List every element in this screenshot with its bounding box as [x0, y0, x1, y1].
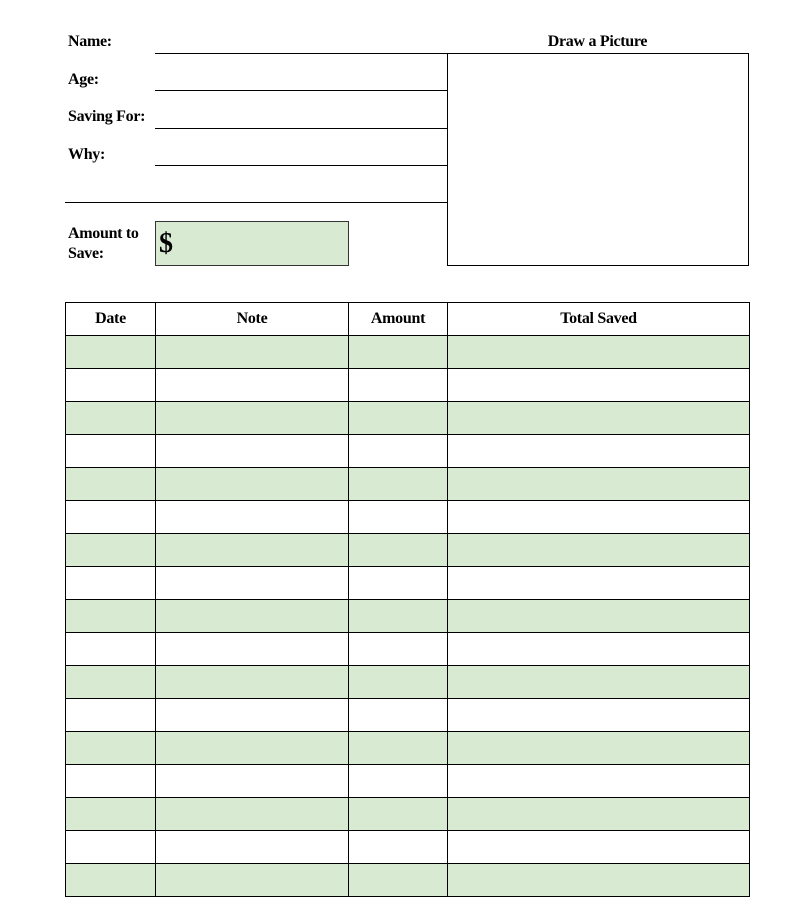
note-cell[interactable] — [156, 435, 349, 468]
total-saved-cell[interactable] — [448, 534, 750, 567]
age-line[interactable] — [155, 90, 447, 91]
amount-to-save-field[interactable] — [155, 221, 349, 266]
date-cell[interactable] — [66, 336, 156, 369]
date-cell[interactable] — [66, 732, 156, 765]
date-cell[interactable] — [66, 765, 156, 798]
ledger-row — [66, 534, 750, 567]
total-saved-cell[interactable] — [448, 336, 750, 369]
note-cell[interactable] — [156, 369, 349, 402]
ledger-row — [66, 666, 750, 699]
ledger-row — [66, 501, 750, 534]
total-saved-cell[interactable] — [448, 501, 750, 534]
total-saved-cell[interactable] — [448, 435, 750, 468]
ledger-header-row — [66, 303, 750, 336]
amount-cell[interactable] — [349, 633, 448, 666]
total-saved-cell[interactable] — [448, 567, 750, 600]
amount-label-line2: Save: — [68, 245, 104, 262]
note-cell[interactable] — [156, 600, 349, 633]
total-saved-cell[interactable] — [448, 798, 750, 831]
note-cell[interactable] — [156, 666, 349, 699]
ledger-row — [66, 831, 750, 864]
amount-label-line1: Amount to — [68, 225, 139, 242]
note-cell[interactable] — [156, 501, 349, 534]
total-saved-cell[interactable] — [448, 666, 750, 699]
ledger-row — [66, 468, 750, 501]
note-cell[interactable] — [156, 765, 349, 798]
note-cell[interactable] — [156, 633, 349, 666]
note-cell[interactable] — [156, 864, 349, 897]
ledger-row — [66, 633, 750, 666]
why-line-2[interactable] — [65, 202, 447, 203]
date-cell[interactable] — [66, 369, 156, 402]
total-saved-cell[interactable] — [448, 732, 750, 765]
amount-cell[interactable] — [349, 798, 448, 831]
date-cell[interactable] — [66, 699, 156, 732]
ledger-row — [66, 600, 750, 633]
total-saved-cell[interactable] — [448, 633, 750, 666]
note-cell[interactable] — [156, 336, 349, 369]
saving-for-label: Saving For: — [68, 108, 146, 125]
column-header-amount: Amount — [349, 303, 448, 336]
amount-cell[interactable] — [349, 831, 448, 864]
ledger-row — [66, 336, 750, 369]
amount-cell[interactable] — [349, 501, 448, 534]
draw-picture-title: Draw a Picture — [547, 33, 648, 50]
date-cell[interactable] — [66, 435, 156, 468]
total-saved-cell[interactable] — [448, 600, 750, 633]
total-saved-cell[interactable] — [448, 369, 750, 402]
column-header-total-saved: Total Saved — [448, 303, 750, 336]
date-cell[interactable] — [66, 633, 156, 666]
note-cell[interactable] — [156, 699, 349, 732]
name-label: Name: — [68, 33, 112, 50]
note-cell[interactable] — [156, 468, 349, 501]
ledger-row — [66, 435, 750, 468]
date-cell[interactable] — [66, 600, 156, 633]
ledger-body — [66, 336, 750, 897]
column-header-note: Note — [156, 303, 349, 336]
amount-cell[interactable] — [349, 534, 448, 567]
note-cell[interactable] — [156, 732, 349, 765]
note-cell[interactable] — [156, 831, 349, 864]
amount-to-save-label — [68, 224, 139, 264]
column-header-date: Date — [66, 303, 156, 336]
note-cell[interactable] — [156, 567, 349, 600]
amount-cell[interactable] — [349, 600, 448, 633]
why-label: Why: — [68, 146, 106, 163]
amount-cell[interactable] — [349, 435, 448, 468]
ledger-row — [66, 732, 750, 765]
total-saved-cell[interactable] — [448, 402, 750, 435]
date-cell[interactable] — [66, 798, 156, 831]
amount-cell[interactable] — [349, 567, 448, 600]
date-cell[interactable] — [66, 501, 156, 534]
amount-cell[interactable] — [349, 468, 448, 501]
amount-cell[interactable] — [349, 402, 448, 435]
dollar-sign: $ — [159, 227, 173, 259]
total-saved-cell[interactable] — [448, 468, 750, 501]
why-line[interactable] — [155, 165, 447, 166]
ledger-row — [66, 798, 750, 831]
date-cell[interactable] — [66, 402, 156, 435]
note-cell[interactable] — [156, 798, 349, 831]
date-cell[interactable] — [66, 666, 156, 699]
amount-cell[interactable] — [349, 699, 448, 732]
date-cell[interactable] — [66, 468, 156, 501]
note-cell[interactable] — [156, 402, 349, 435]
date-cell[interactable] — [66, 534, 156, 567]
amount-cell[interactable] — [349, 336, 448, 369]
savings-ledger-table — [65, 302, 750, 897]
amount-cell[interactable] — [349, 666, 448, 699]
ledger-row — [66, 765, 750, 798]
total-saved-cell[interactable] — [448, 699, 750, 732]
ledger-row — [66, 699, 750, 732]
ledger-row — [66, 864, 750, 897]
amount-cell[interactable] — [349, 765, 448, 798]
date-cell[interactable] — [66, 567, 156, 600]
date-cell[interactable] — [66, 831, 156, 864]
amount-cell[interactable] — [349, 369, 448, 402]
amount-cell[interactable] — [349, 864, 448, 897]
drawing-area[interactable] — [447, 53, 749, 266]
saving-for-line[interactable] — [155, 128, 447, 129]
ledger-row — [66, 402, 750, 435]
total-saved-cell[interactable] — [448, 831, 750, 864]
note-cell[interactable] — [156, 534, 349, 567]
total-saved-cell[interactable] — [448, 864, 750, 897]
total-saved-cell[interactable] — [448, 765, 750, 798]
age-label: Age: — [68, 71, 99, 88]
date-cell[interactable] — [66, 864, 156, 897]
ledger-row — [66, 567, 750, 600]
amount-cell[interactable] — [349, 732, 448, 765]
ledger-row — [66, 369, 750, 402]
